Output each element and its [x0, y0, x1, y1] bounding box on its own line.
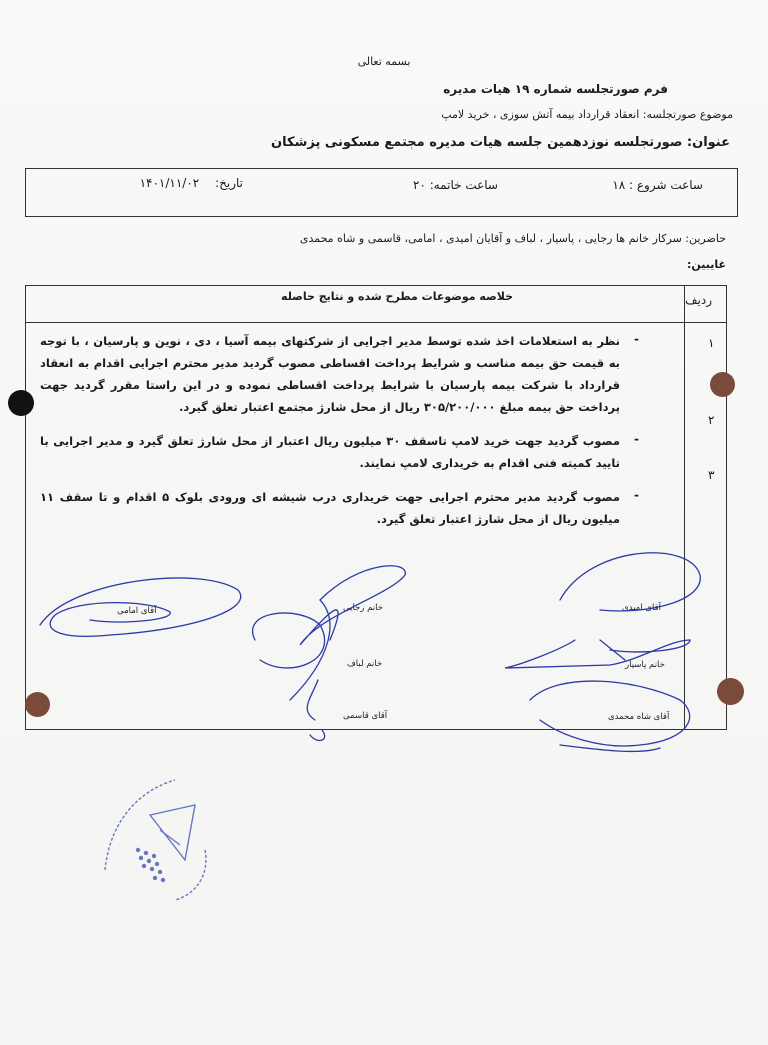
signer-shah-mohammadi: آقای شاه محمدی	[608, 712, 670, 722]
signer-labbaf: خانم لباف	[347, 659, 383, 669]
resolution-text-3: مصوب گردید مدیر محترم اجرایی جهت خریداری درب شیشه ای ورودی بلوک ۵ اقدام و تا سقف ۱۱ میلیون ریال از محل شارژ اعتبار تعلق گیرد.	[40, 490, 620, 526]
row-bullet-1: -	[634, 332, 639, 346]
column-header-row: ردیف	[685, 293, 712, 307]
punch-hole-left-bottom	[25, 692, 50, 717]
basmala-heading: بسمه تعالی	[357, 55, 411, 68]
signer-rajaei: خانم رجایی	[343, 603, 383, 613]
stamp-dots	[136, 848, 165, 882]
start-time: ساعت شروع : ۱۸	[612, 178, 703, 192]
row-bullet-3: -	[634, 488, 639, 502]
row-number-2: ۲	[708, 413, 715, 427]
punch-hole-left	[8, 390, 34, 416]
signature-emami	[40, 578, 241, 636]
absentees-line: غایبین:	[686, 258, 726, 271]
row-number-1: ۱	[708, 336, 715, 350]
row-bullet-2: -	[634, 432, 639, 446]
column-header-summary: خلاصه موضوعات مطرح شده و نتایج حاصله	[281, 290, 513, 303]
signature-ghasemi	[307, 680, 324, 740]
organization-stamp	[105, 780, 206, 900]
signature-omidi	[505, 553, 700, 668]
date-value: ۱۴۰۱/۱۱/۰۲	[139, 176, 200, 190]
document-title: عنوان: صورتجلسه نوزدهمین جلسه هیات مدیره مجتمع مسکونی پزشکان	[271, 135, 730, 150]
resolution-text-2: مصوب گردید جهت خرید لامپ تاسقف ۳۰ میلیون ریال اعتبار از محل شارژ تعلق گیرد و مدیر اجرایی با تایید کمیته فنی اقدام به خریداری لامپ نمایند.	[40, 434, 620, 470]
meeting-subject: موضوع صورتجلسه: انعقاد قرارداد بیمه آتش سوزی ، خرید لامپ	[441, 108, 733, 121]
attendees-line: حاضرین: سرکار خانم ها رجایی ، پاسیار ، لباف و آقایان امیدی ، امامی، قاسمی و شاه محمدی	[299, 232, 726, 245]
punch-hole-right-bottom	[717, 678, 744, 705]
end-time: ساعت خاتمه: ۲۰	[412, 178, 498, 192]
signer-omidi: آقای امیدی	[622, 603, 661, 613]
signer-ghasemi: آقای قاسمی	[343, 711, 388, 721]
signature-rajaei	[253, 566, 406, 700]
punch-hole-right-top	[710, 372, 735, 397]
signer-emami: آقای امامی	[117, 606, 157, 616]
signature-pasyar	[600, 640, 690, 660]
form-title: فرم صورتجلسه شماره ۱۹ هیات مدیره	[443, 82, 668, 96]
row-number-3: ۳	[708, 468, 715, 482]
signature-shah-mohammadi	[530, 681, 690, 751]
signer-pasyar: خانم پاسیار	[625, 660, 665, 670]
resolution-text-1: نظر به استعلامات اخذ شده توسط مدیر اجرایی از شرکتهای بیمه آسیا ، دی ، نوین و پارسیان ، با توجه به قیمت حق بیمه مناسب و شرایط پرداخت اقساطی مصوب گردید مدیر محترم اجرایی اقدام به انعقاد قرارداد با شرکت بیمه پارسیان با شرایط پرداخت اقساطی نموده و در این راستا مقرر گردید جهت پرداخت حق بیمه مبلغ ۳۰۵/۲۰۰/۰۰۰ ریال از محل شارژ مجتمع اعتبار تعلق گیرد.	[40, 334, 620, 414]
date-label: تاریخ:	[215, 176, 243, 190]
